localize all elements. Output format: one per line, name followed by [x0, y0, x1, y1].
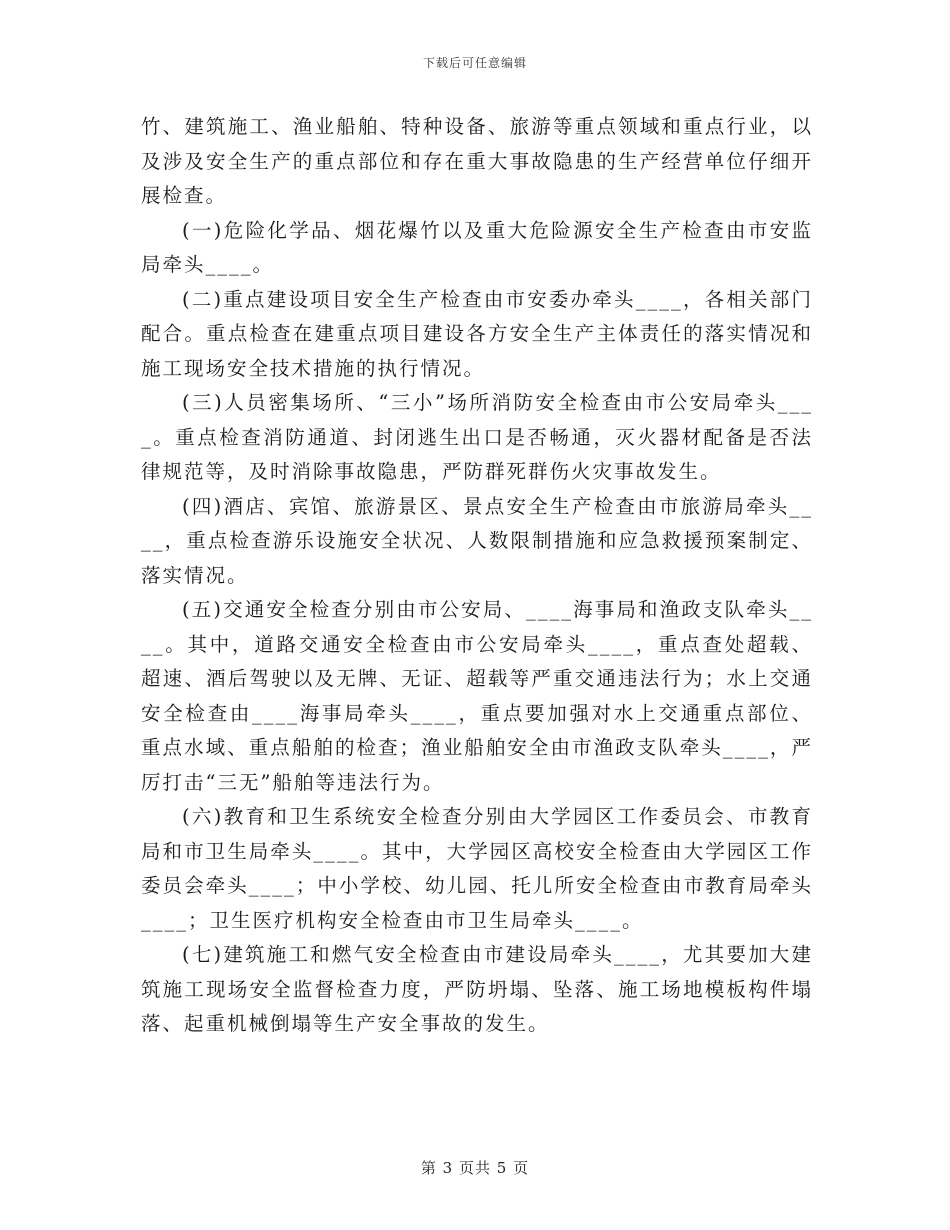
document-body — [141, 110, 813, 1042]
paragraph-item-2: (二)重点建设项目安全生产检查由市安委办牵头____，各相关部门配合。重点检查在建重点项目建设各方安全生产主体责任的落实情况和施工现场安全技术措施的执行情况。 — [141, 287, 813, 380]
paragraph-item-3: (三)人员密集场所、“三小”场所消防安全检查由市公安局牵头____。重点检查消防通道、封闭逃生出口是否畅通，灭火器材配备是否法律规范等，及时消除事故隐患，严防群死群伤火灾事故发生。 — [141, 391, 813, 483]
paragraph-continuation: 竹、建筑施工、渔业船舶、特种设备、旅游等重点领域和重点行业，以及涉及安全生产的重点部位和存在重大事故隐患的生产经营单位仔细开展检查。 — [141, 115, 813, 207]
paragraph-item-4: (四)酒店、宾馆、旅游景区、景点安全生产检查由市旅游局牵头____，重点检查游乐设施安全状况、人数限制措施和应急救援预案制定、落实情况。 — [141, 494, 813, 587]
page-number: 第 3 页共 5 页 — [420, 1159, 530, 1177]
paragraph-item-5: (五)交通安全检查分别由市公安局、____海事局和渔政支队牵头____。其中，道路交通安全检查由市公安局牵头____，重点查处超载、超速、酒后驾驶以及无牌、无证、超载等严重交通违法行为；水上交通安全检查由____海事局牵头____，重点要加强对水上交通重点部位、重点水域、重点船舶的检查；渔业船舶安全由市渔政支队牵头____，严厉打击“三无”船舶等违法行为。 — [141, 598, 813, 794]
paragraph-item-7: (七)建筑施工和燃气安全检查由市建设局牵头____，尤其要加大建筑施工现场安全监督检查力度，严防坍塌、坠落、施工场地模板构件塌落、起重机械倒塌等生产安全事故的发生。 — [141, 943, 813, 1035]
paragraph-item-1: (一)危险化学品、烟花爆竹以及重大危险源安全生产检查由市安监局牵头____。 — [141, 218, 813, 276]
page-header: 下载后可任意编辑 — [422, 56, 527, 70]
paragraph-item-6: (六)教育和卫生系统安全检查分别由大学园区工作委员会、市教育局和市卫生局牵头____。其中，大学园区高校安全检查由大学园区工作委员会牵头____；中小学校、幼儿园、托儿所安全检查由市教育局牵头____；卫生医疗机构安全检查由市卫生局牵头____。 — [141, 805, 813, 932]
